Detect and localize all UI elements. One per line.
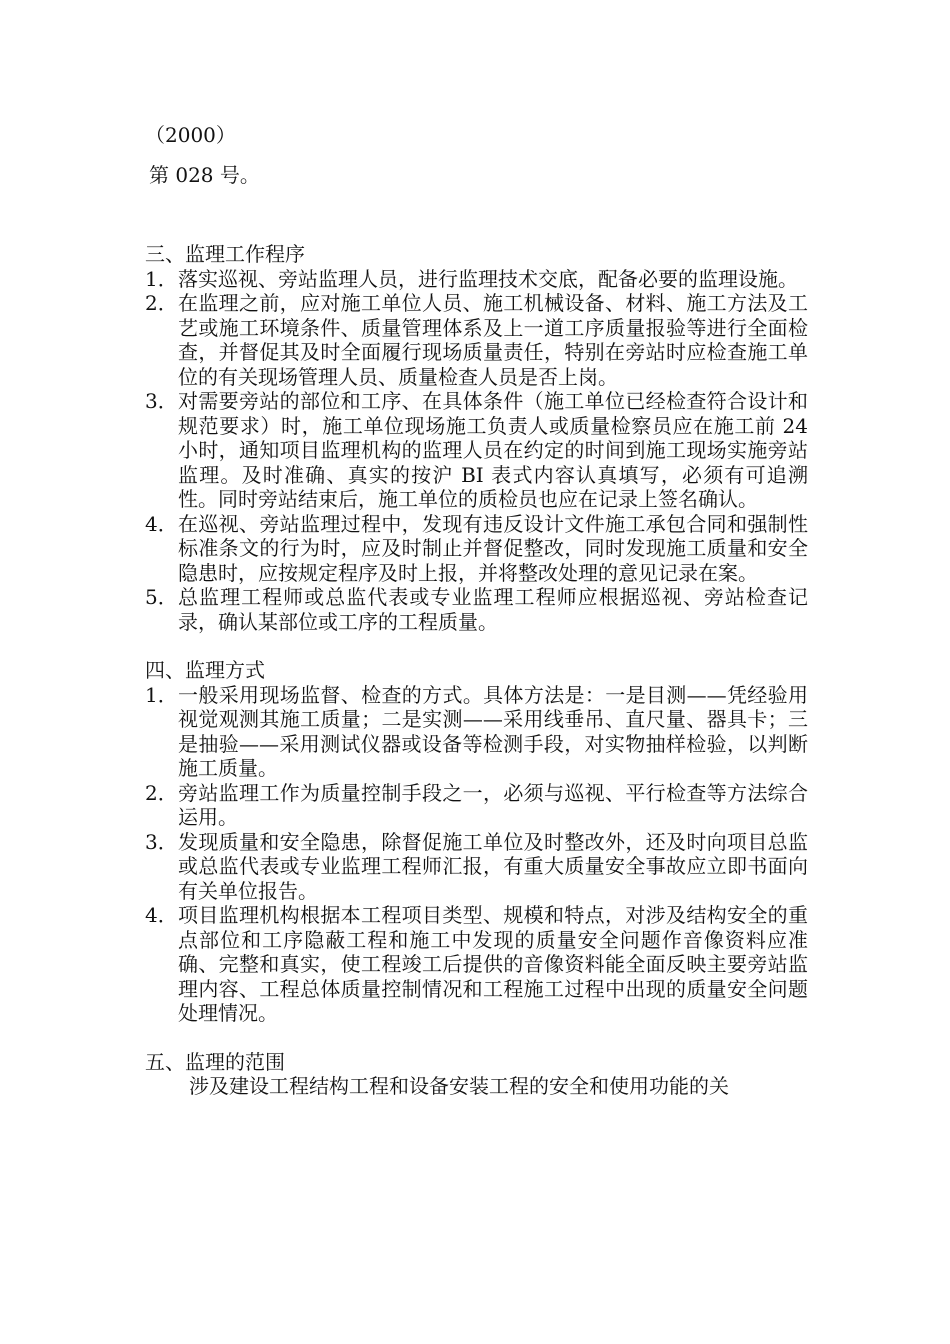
item-text: 项目监理机构根据本工程项目类型、规模和特点，对涉及结构安全的重点部位和工序隐蔽工程和施工中发现的质量安全问题作音像资料应准确、完整和真实，使工程竣工后提供的音像资料能全面反映主要旁站监理内容、工程总体质量控制情况和工程施工过程中出现的质量安全问题处理情况。 [178,903,808,1025]
item-number: 2． [145,291,178,315]
section-heading-method: 四、监理方式 [145,658,265,682]
item-number: 1． [145,266,178,291]
list-item [145,830,808,904]
header-number: 第 028 号。 [149,163,260,187]
list-item [145,267,808,292]
item-text: 旁站监理工作为质量控制手段之一，必须与巡视、平行检查等方法综合运用。 [178,780,808,829]
list-item [145,781,808,830]
item-text: 落实巡视、旁站监理人员，进行监理技术交底，配备必要的监理设施。 [178,266,798,291]
item-text: 在监理之前，应对施工单位人员、施工机械设备、材料、施工方法及工艺或施工环境条件、质量管理体系及上一道工序质量报验等进行全面检查，并督促其及时全面履行现场质量责任，特别在旁站时应检查施工单位的有关现场管理人员、质量检查人员是否上岗。 [178,291,808,389]
item-number: 4． [145,903,178,927]
method-list [145,683,830,1026]
item-text: 总监理工程师或总监代表或专业监理工程师应根据巡视、旁站检查记录，确认某部位或工序的工程质量。 [178,585,808,634]
header-year: （2000） [145,123,236,147]
item-text: 一般采用现场监督、检查的方式。具体方法是：一是目测——凭经验用视觉观测其施工质量；二是实测——采用线垂吊、直尺量、器具卡；三是抽验——采用测试仪器或设备等检测手段，对实物抽样检验，以判断施工质量。 [178,682,808,780]
procedure-list [145,267,830,635]
list-item [145,389,808,512]
item-number: 4． [145,511,178,536]
list-item [145,903,808,1026]
item-number: 3． [145,389,178,413]
item-number: 1． [145,682,178,707]
item-text: 发现质量和安全隐患，除督促施工单位及时整改外，还及时向项目总监或总监代表或专业监理工程师汇报，有重大质量安全事故应立即书面向有关单位报告。 [178,829,808,903]
item-number: 3． [145,829,178,854]
item-number: 2． [145,780,178,805]
section-heading-procedure: 三、监理工作程序 [145,242,305,266]
list-item [145,683,808,781]
list-item [145,512,808,586]
scope-paragraph: 涉及建设工程结构工程和设备安装工程的安全和使用功能的关 [189,1074,729,1098]
item-text: 对需要旁站的部位和工序、在具体条件（施工单位已经检查符合设计和规范要求）时，施工单位现场施工负责人或质量检察员应在施工前 24 小时，通知项目监理机构的监理人员在约定的时间到施工现场实施旁站监理。及时准确、真实的按沪 BI 表式内容认真填写，必须有可追溯性。同时旁站结束后，施工单位的质检员也应在记录上签名确认。 [178,389,808,511]
item-number: 5． [145,585,178,609]
list-item [145,585,808,634]
list-item [145,291,808,389]
section-heading-scope: 五、监理的范围 [145,1049,285,1074]
item-text: 在巡视、旁站监理过程中，发现有违反设计文件施工承包合同和强制性标准条文的行为时，应及时制止并督促整改，同时发现施工质量和安全隐患时，应按规定程序及时上报，并将整改处理的意见记录在案。 [178,511,808,585]
